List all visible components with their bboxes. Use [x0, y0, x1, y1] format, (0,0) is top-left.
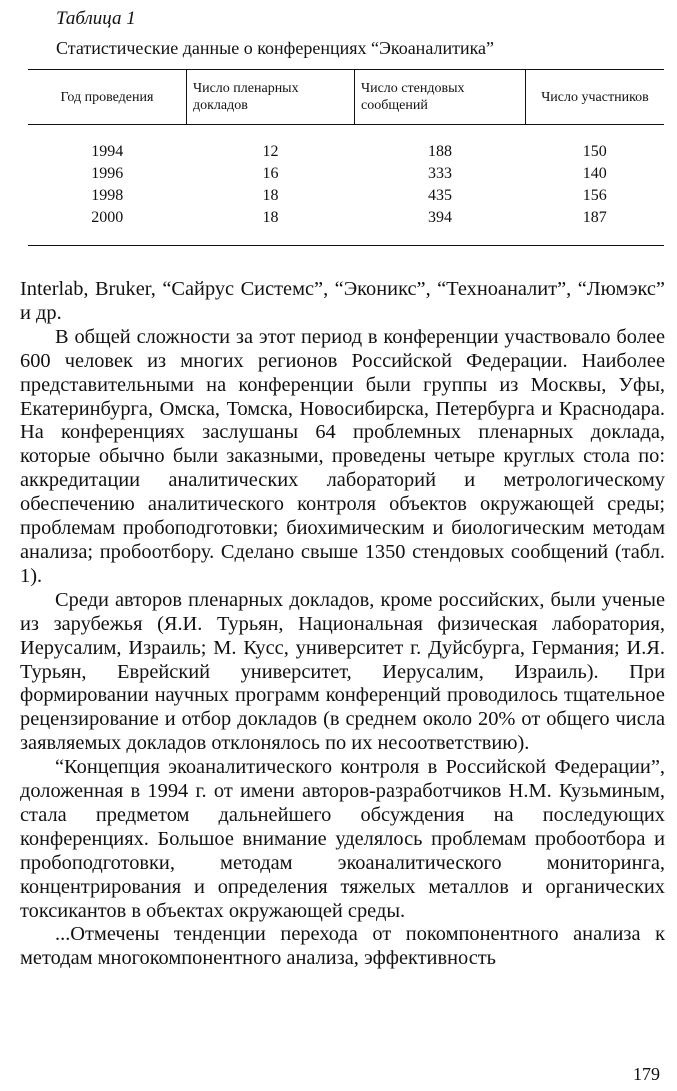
- cell-participants: 150: [582, 143, 607, 160]
- body-text: [20, 278, 665, 971]
- paragraph: ...Отмечены тенденции перехода от покомпонентного анализа к методам многокомпонентного анализа, эффективность: [20, 923, 665, 970]
- cell-poster: 394: [355, 207, 526, 246]
- cell-poster: 333: [428, 165, 452, 182]
- table-caption: Таблица 1: [56, 8, 136, 29]
- cell-participants: 140: [582, 165, 607, 182]
- cell-poster: 188: [428, 143, 452, 160]
- table-row: [28, 125, 664, 164]
- cell-year: 1998: [91, 187, 124, 204]
- paragraph: В общей сложности за этот период в конференции участвовало более 600 человек из многих регионов Российской Федерации. Наиболее представительными на конференции были группы из Москвы, Уфы, Екатеринбурга, Омска, Томска, Новосибирска, Петербурга и Краснодара. На конференциях заслушаны 64 проблемных пленарных доклада, которые обычно были заказными, проведены четыре круглых стола по: аккредитации аналитических лабораторий и метрологическому обеспечению аналитического контроля объектов окружающей среды; проблемам пробоподготовки; биохимическим и биологическим методам анализа; пробоотбору. Сделано свыше 1350 стендовых сообщений (табл. 1).: [20, 325, 665, 587]
- statistics-table: [28, 69, 664, 246]
- cell-participants: 187: [526, 207, 665, 246]
- cell-plenary: 12: [262, 143, 279, 160]
- table-title: Статистические данные о конференциях “Экоаналитика”: [56, 38, 495, 58]
- cell-year: 1994: [91, 143, 124, 160]
- page-number: 179: [633, 1064, 660, 1084]
- cell-plenary: 18: [262, 187, 279, 204]
- cell-participants: 156: [582, 187, 607, 204]
- table-row: [28, 207, 664, 246]
- table-header-row: [28, 70, 664, 125]
- paragraph: Среди авторов пленарных докладов, кроме российских, были ученые из зарубежья (Я.И. Турьян, Национальная физическая лаборатория, Иерусалим, Израиль; М. Кусс, университет г. Дуйсбурга, Германия; И.Я. Турьян, Еврейский университет, Иерусалим, Израиль). При формировании научных программ конференций проводилось тщательное рецензирование и отбор докладов (в среднем около 20% от общего числа заявляемых докладов отклонялось по их несоответствию).: [20, 588, 665, 755]
- cell-plenary: 16: [262, 165, 279, 182]
- header-plenary: Число пленарных докладов: [187, 70, 355, 125]
- cell-year: 2000: [28, 207, 187, 246]
- paragraph: “Концепция экоаналитического контроля в Российской Федерации”, доложенная в 1994 г. от имени авторов-разработчиков Н.М. Кузьминым, стала предметом дальнейшего обсуждения на последующих конференциях. Большое внимание уделялось проблемам пробоотбора и пробоподготовки, методам экоаналитического мониторинга, концентрирования и определения тяжелых металлов и органических токсикантов в объектах окружающей среды.: [20, 756, 665, 922]
- cell-year: 1996: [91, 165, 124, 182]
- header-year: Год проведения: [28, 70, 187, 125]
- table-row: [28, 185, 664, 207]
- paragraph: Interlab, Bruker, “Сайрус Системс”, “Эконикс”, “Техноаналит”, “Люмэкс” и др.: [20, 278, 665, 324]
- cell-poster: 435: [428, 187, 452, 204]
- header-poster: Число стендовых сообщений: [355, 70, 526, 125]
- header-participants: Число участников: [526, 70, 665, 125]
- cell-plenary: 18: [187, 207, 355, 246]
- table-row: [28, 163, 664, 185]
